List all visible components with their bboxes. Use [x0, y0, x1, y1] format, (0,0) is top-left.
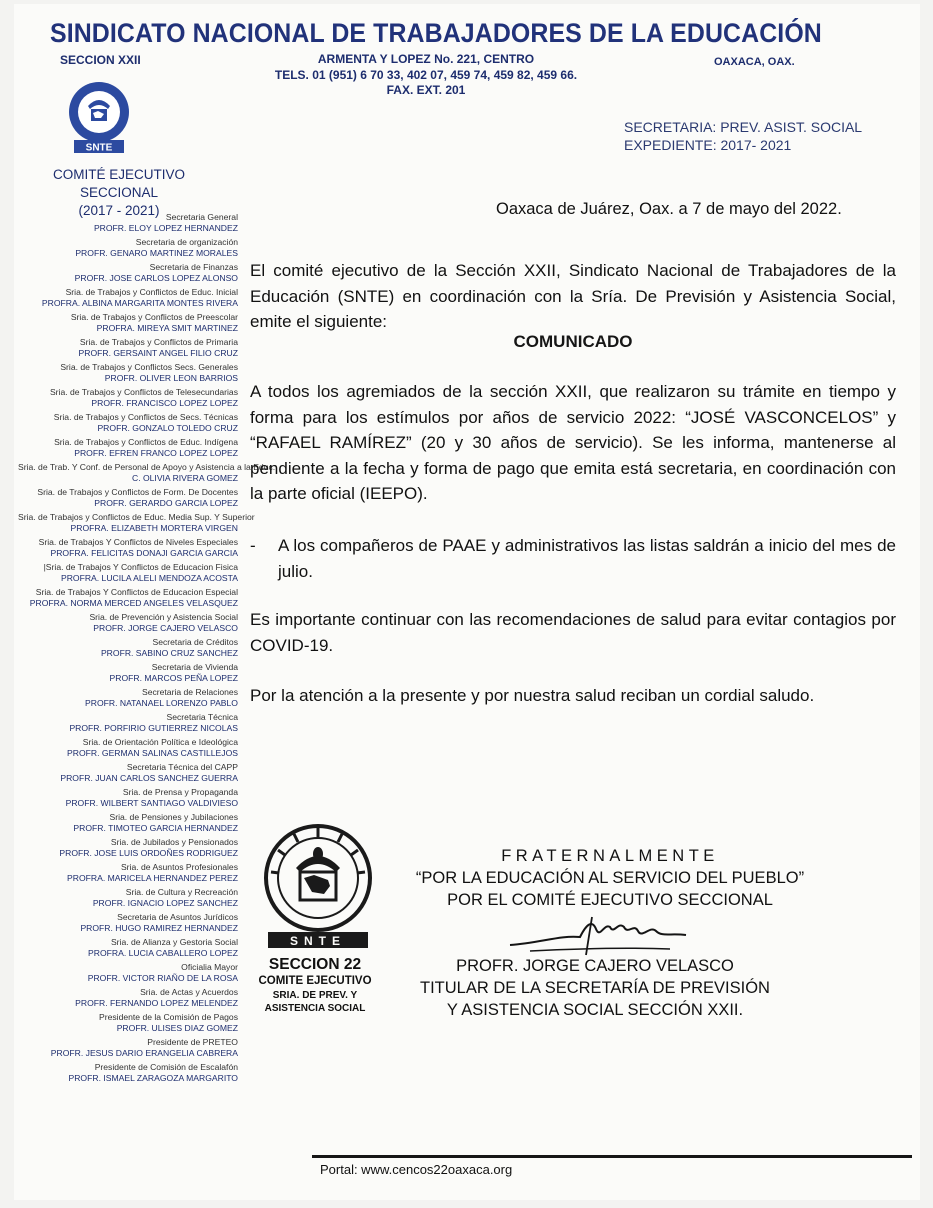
roster-role: Sria. de Trabajos y Conflictos de Secs. Técnicas: [53, 412, 238, 422]
roster-person: PROFRA. MIREYA SMIT MARTINEZ: [96, 322, 238, 333]
seal-line-4: ASISTENCIA SOCIAL: [264, 1003, 366, 1014]
roster-role: Sria. de Prevención y Asistencia Social: [89, 612, 238, 622]
bullet-dash: -: [250, 536, 256, 555]
office-reference: [624, 118, 862, 154]
roster-person: PROFR. JOSE LUIS ORDOÑES RODRIGUEZ: [59, 847, 238, 858]
roster-entry: [18, 337, 238, 358]
roster-person: PROFR. GERSAINT ANGEL FILIO CRUZ: [78, 347, 238, 358]
roster-role: Sria. de Trabajos y Conflictos de Primaria: [79, 337, 238, 347]
committee-line: POR EL COMITÉ EJECUTIVO SECCIONAL: [447, 891, 773, 909]
address-block: [256, 52, 596, 99]
bullet-item: [250, 533, 896, 584]
roster-role: Secretaria de Vivienda: [151, 662, 238, 672]
roster-entry: [18, 212, 238, 233]
roster-entry: [18, 562, 238, 583]
roster-role: Secretaria de Créditos: [152, 637, 238, 647]
roster-person: PROFR. OLIVER LEON BARRIOS: [104, 372, 238, 383]
roster-entry: [18, 662, 238, 683]
roster-entry: [18, 537, 238, 558]
portal-link[interactable]: Portal: www.cencos22oaxaca.org: [320, 1162, 513, 1177]
roster-person: PROFR. IGNACIO LOPEZ SANCHEZ: [92, 897, 238, 908]
seal-emblem-text: SNTE: [289, 934, 347, 948]
roster-role: Secretaria de organización: [135, 237, 238, 247]
file-line: EXPEDIENTE: 2017- 2021: [624, 137, 792, 153]
roster-role: Sria. de Trabajos y Conflictos de Telesecundarias: [49, 387, 238, 397]
roster-person: PROFRA. ALBINA MARGARITA MONTES RIVERA: [41, 297, 238, 308]
roster-person: PROFR. MARCOS PEÑA LOPEZ: [109, 672, 238, 683]
roster-person: PROFRA. LUCIA CABALLERO LOPEZ: [88, 947, 238, 958]
roster-role: Sria. de Trabajos y Conflictos de Educ. Indígena: [54, 437, 238, 447]
roster-entry: [18, 387, 238, 408]
roster-entry: [18, 437, 238, 458]
farewell-paragraph: Por la atención a la presente y por nuestra salud reciban un cordial saludo.: [250, 686, 815, 705]
roster-entry: [18, 887, 238, 908]
roster-person: PROFRA. FELICITAS DONAJI GARCIA GARCIA: [50, 547, 238, 558]
roster-entry: [18, 1037, 238, 1058]
roster-entry: [18, 362, 238, 383]
roster-entry: [18, 987, 238, 1008]
roster-entry: [18, 862, 238, 883]
phone-line: TELS. 01 (951) 6 70 33, 402 07, 459 74, 459 82, 459 66.: [274, 67, 578, 82]
committee-period: (2017 - 2021): [78, 203, 160, 218]
roster-entry: [18, 287, 238, 308]
roster-person: PROFR. JORGE CAJERO VELASCO: [93, 622, 238, 633]
roster-entry: [18, 462, 276, 483]
roster-entry: [18, 812, 238, 833]
roster-role: Sria. de Trab. Y Conf. de Personal de Apoyo y Asistencia a la Educ.: [18, 462, 276, 472]
roster-role: Sria. de Alianza y Gestoria Social: [110, 937, 238, 947]
roster-entry: [18, 962, 238, 983]
roster-person: PROFR. JOSE CARLOS LOPEZ ALONSO: [74, 272, 238, 283]
roster-person: PROFR. HUGO RAMIREZ HERNANDEZ: [80, 922, 238, 933]
bullet-text: A los compañeros de PAAE y administrativos las listas saldrán a inicio del mes de julio.: [278, 536, 896, 581]
seal-line-1: SECCION 22: [268, 956, 362, 973]
roster-person: PROFR. WILBERT SANTIAGO VALDIVIESO: [65, 797, 238, 808]
roster-role: Secretaria de Asuntos Jurídicos: [117, 912, 238, 922]
roster-role: Sria. de Jubilados y Pensionados: [110, 837, 238, 847]
signer-title-1: TITULAR DE LA SECRETARÍA DE PREVISIÓN: [420, 979, 770, 997]
roster-person: PROFR. VICTOR RIAÑO DE LA ROSA: [87, 972, 238, 983]
roster-entry: [18, 712, 238, 733]
fax-line: FAX. EXT. 201: [386, 83, 466, 97]
roster-person: PROFR. GENARO MARTINEZ MORALES: [75, 247, 238, 258]
roster-entry: [18, 1062, 238, 1083]
roster-role: Sria. de Orientación Política e Ideológica: [82, 737, 238, 747]
intro-paragraph: El comité ejecutivo de la Sección XXII, Sindicato Nacional de Trabajadores de la Educación (SNTE) en coordinación con la Sría. De Previsión y Asistencia Social, emite el siguiente:: [250, 261, 896, 331]
roster-person: PROFR. TIMOTEO GARCIA HERNANDEZ: [73, 822, 238, 833]
roster-entry: [18, 1012, 238, 1033]
fraternally-line: FRATERNALMENTE: [501, 847, 719, 865]
roster-role: Secretaria General: [165, 212, 238, 222]
roster-entry: [18, 687, 238, 708]
roster-entry: [18, 737, 238, 758]
roster-entry: [18, 512, 255, 533]
roster-person: PROFRA. LUCILA ALELI MENDOZA ACOSTA: [60, 572, 238, 583]
roster-role: Secretaria de Relaciones: [141, 687, 238, 697]
roster-person: PROFR. ISMAEL ZARAGOZA MARGARITO: [68, 1072, 238, 1083]
communique-heading: COMUNICADO: [513, 332, 633, 351]
roster-person: PROFRA. ELIZABETH MORTERA VIRGEN: [70, 522, 238, 533]
roster-person: PROFR. PORFIRIO GUTIERREZ NICOLAS: [69, 722, 238, 733]
roster-role: Secretaria Técnica: [166, 712, 238, 722]
roster-person: PROFR. GERARDO GARCIA LOPEZ: [94, 497, 238, 508]
roster-person: C. OLIVIA RIVERA GOMEZ: [131, 472, 238, 483]
city-label: OAXACA, OAX.: [714, 56, 795, 68]
roster-person: PROFR. EFREN FRANCO LOPEZ LOPEZ: [74, 447, 238, 458]
snte-logo-icon: [64, 80, 134, 158]
roster-entry: [18, 612, 238, 633]
roster-role: Sria. de Pensiones y Jubilaciones: [109, 812, 238, 822]
roster-person: PROFR. ELOY LOPEZ HERNANDEZ: [93, 222, 238, 233]
closing-block: [360, 845, 860, 911]
roster-entry: [18, 837, 238, 858]
signer-block: [360, 955, 830, 1021]
roster-entry: [18, 912, 238, 933]
roster-person: PROFR. ULISES DIAZ GOMEZ: [116, 1022, 238, 1033]
seal-line-2: COMITE EJECUTIVO: [258, 975, 372, 987]
roster-role: Oficialia Mayor: [181, 962, 238, 972]
roster-entry: [18, 637, 238, 658]
footer-rule: [312, 1155, 912, 1158]
roster-role: Sria. de Prensa y Propaganda: [122, 787, 238, 797]
roster-role: Sria. de Trabajos y Conflictos Secs. Generales: [60, 362, 238, 372]
section-code: SECCION XXII: [60, 53, 141, 67]
motto-line: “POR LA EDUCACIÓN AL SERVICIO DEL PUEBLO”: [415, 869, 805, 887]
roster-person: PROFR. GONZALO TOLEDO CRUZ: [97, 422, 238, 433]
committee-roster: [18, 212, 276, 1087]
roster-role: |Sria. de Trabajos Y Conflictos de Educacion Fisica: [43, 562, 238, 572]
signer-title-2: Y ASISTENCIA SOCIAL SECCIÓN XXII.: [446, 1001, 744, 1019]
roster-entry: [18, 487, 238, 508]
health-paragraph: Es importante continuar con las recomendaciones de salud para evitar contagios por COVID-19.: [250, 610, 896, 655]
address-line: ARMENTA Y LOPEZ No. 221, CENTRO: [317, 52, 535, 66]
union-title: SINDICATO NACIONAL DE TRABAJADORES DE LA EDUCACIÓN: [50, 18, 822, 48]
roster-role: Sria. de Trabajos Y Conflictos de Niveles Especiales: [38, 537, 238, 547]
roster-person: PROFR. SABINO CRUZ SANCHEZ: [100, 647, 238, 658]
roster-person: PROFR. JUAN CARLOS SANCHEZ GUERRA: [60, 772, 238, 783]
roster-entry: [18, 587, 238, 608]
roster-person: PROFR. NATANAEL LORENZO PABLO: [85, 697, 238, 708]
roster-person: PROFR. GERMAN SALINAS CASTILLEJOS: [67, 747, 238, 758]
logo-text: SNTE: [85, 142, 113, 154]
roster-role: Sria. de Asuntos Profesionales: [120, 862, 238, 872]
roster-role: Presidente de Comisión de Escalafón: [94, 1062, 238, 1072]
office-line: SECRETARIA: PREV. ASIST. SOCIAL: [624, 119, 863, 135]
roster-person: PROFRA. MARICELA HERNANDEZ PEREZ: [67, 872, 238, 883]
roster-role: Presidente de PRETEO: [147, 1037, 238, 1047]
roster-role: Sria. de Trabajos Y Conflictos de Educacion Especial: [35, 587, 238, 597]
roster-role: Sria. de Cultura y Recreación: [125, 887, 238, 897]
roster-entry: [18, 237, 238, 258]
roster-role: Sria. de Trabajos y Conflictos de Educ. Media Sup. Y Superior: [18, 512, 255, 522]
roster-person: PROFR. JESUS DARIO ERANGELIA CABRERA: [50, 1047, 238, 1058]
roster-entry: [18, 412, 238, 433]
roster-entry: [18, 787, 238, 808]
roster-role: Presidente de la Comisión de Pagos: [98, 1012, 238, 1022]
roster-role: Secretaria de Finanzas: [149, 262, 238, 272]
roster-role: Sria. de Trabajos y Conflictos de Preescolar: [70, 312, 238, 322]
letter-date: Oaxaca de Juárez, Oax. a 7 de mayo del 2022.: [496, 200, 842, 218]
committee-name: COMITÉ EJECUTIVO SECCIONAL: [52, 167, 185, 200]
roster-entry: [18, 937, 238, 958]
signer-name: PROFR. JORGE CAJERO VELASCO: [456, 957, 734, 975]
roster-entry: [18, 262, 238, 283]
roster-role: Sria. de Actas y Acuerdos: [140, 987, 238, 997]
roster-person: PROFR. FRANCISCO LOPEZ LOPEZ: [91, 397, 238, 408]
roster-role: Sria. de Trabajos y Conflictos de Form. De Docentes: [37, 487, 238, 497]
roster-entry: [18, 762, 238, 783]
seal-line-3: SRIA. DE PREV. Y: [272, 990, 358, 1001]
roster-role: Secretaria Técnica del CAPP: [126, 762, 238, 772]
roster-entry: [18, 312, 238, 333]
roster-person: PROFRA. NORMA MERCED ANGELES VELASQUEZ: [29, 597, 238, 608]
main-paragraph: A todos los agremiados de la sección XXII, que realizaron su trámite en tiempo y forma para los estímulos por años de servicio 2022: “JOSÉ VASCONCELOS” y “RAFAEL RAMÍREZ” (20 y 30 años de servicio). Se les informa, mantenerse al pendiente a la fecha y forma de pago que emita está secretaria, en coordinación con la parte oficial (IEEPO).: [250, 382, 896, 503]
roster-role: Sria. de Trabajos y Conflictos de Educ. Inicial: [65, 287, 238, 297]
roster-person: PROFR. FERNANDO LOPEZ MELENDEZ: [75, 997, 238, 1008]
